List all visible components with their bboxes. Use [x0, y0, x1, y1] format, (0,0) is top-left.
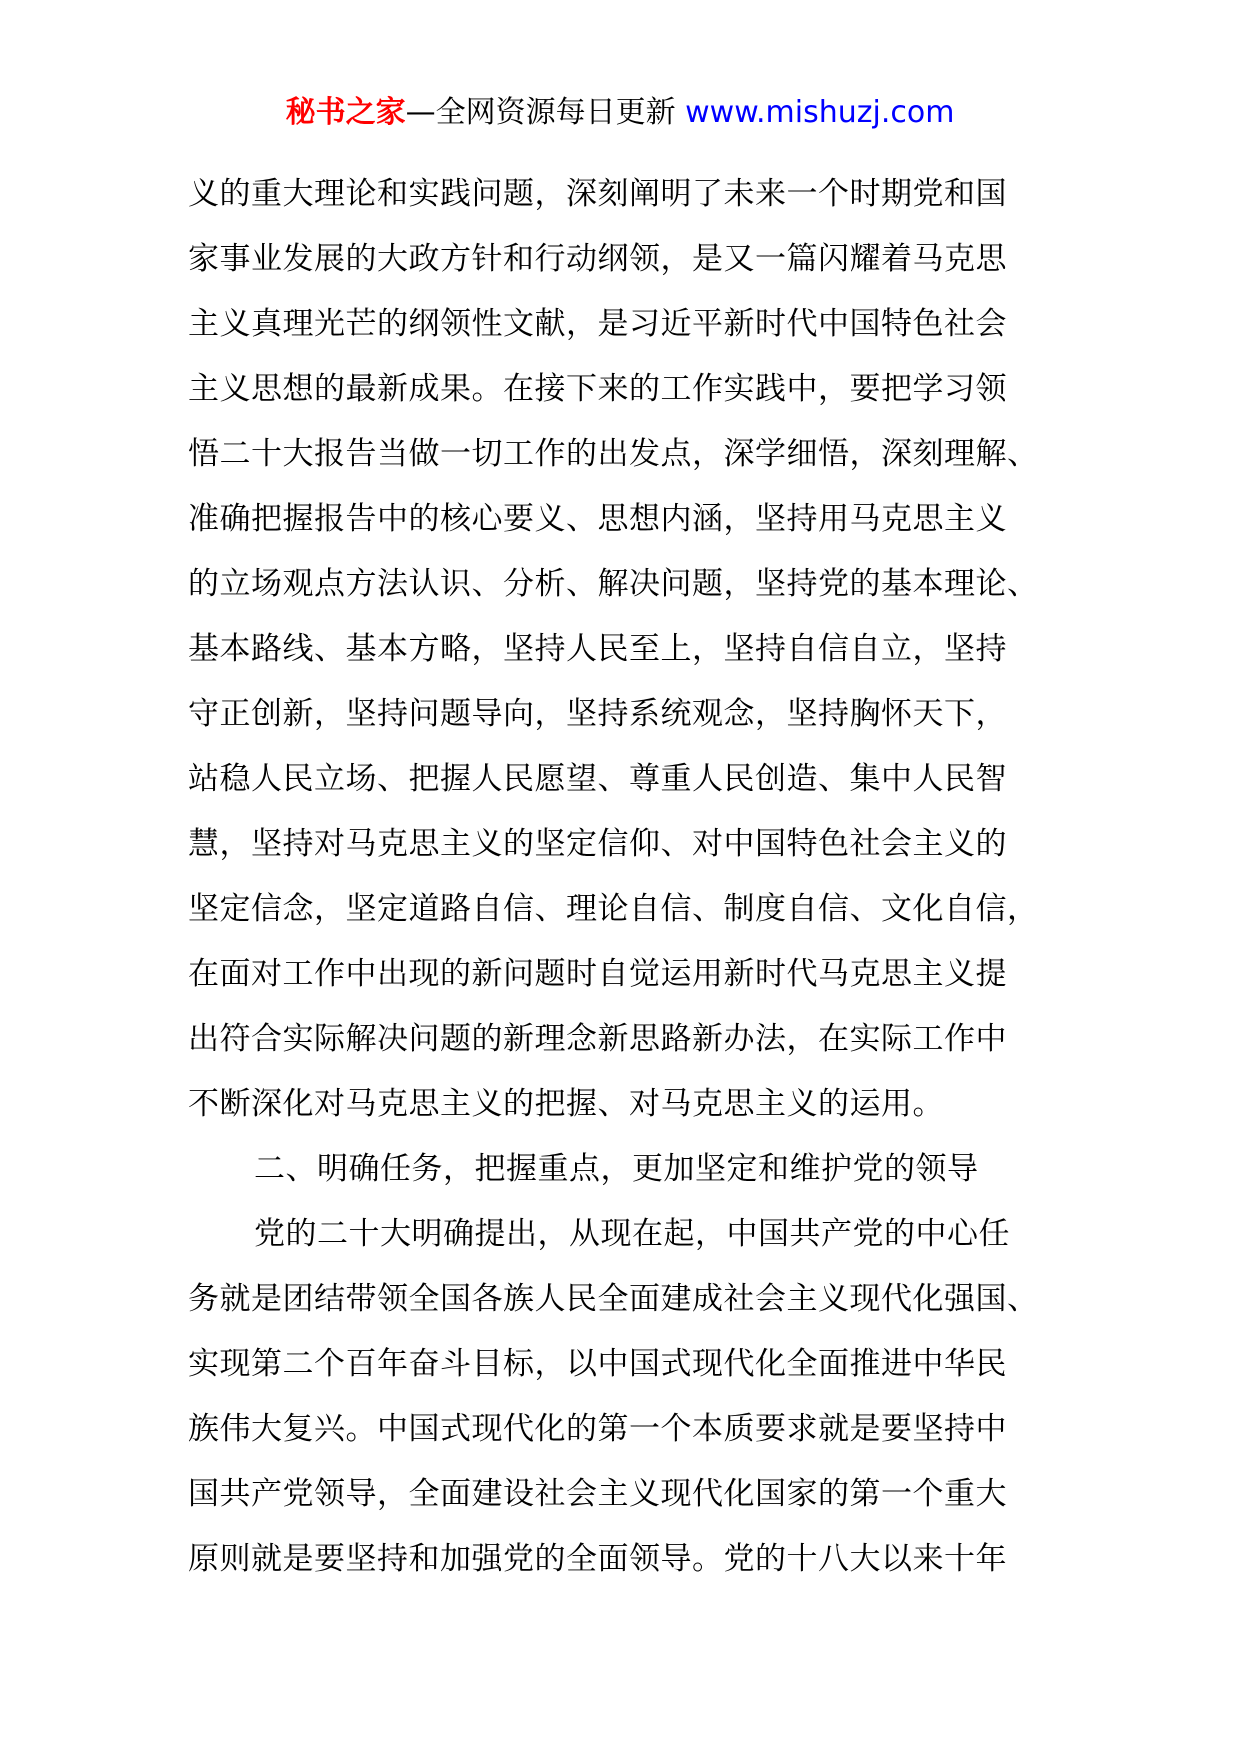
website-link[interactable]: www.mishuzj.com — [685, 95, 955, 130]
text-line: 族伟大复兴。中国式现代化的第一个本质要求就是要坚持中 — [188, 1411, 1007, 1447]
header-tagline: —全网资源每日更新 — [405, 95, 686, 130]
text-line: 主义真理光芒的纲领性文献，是习近平新时代中国特色社会 — [188, 306, 1007, 342]
text-line: 在面对工作中出现的新问题时自觉运用新时代马克思主义提 — [188, 956, 1007, 992]
text-line: 国共产党领导，全面建设社会主义现代化国家的第一个重大 — [188, 1476, 1007, 1512]
page-header — [0, 94, 1240, 132]
text-line: 出符合实际解决问题的新理念新思路新办法，在实际工作中 — [188, 1021, 1007, 1057]
text-line: 守正创新，坚持问题导向，坚持系统观念，坚持胸怀天下， — [188, 696, 1007, 732]
document-body — [188, 162, 1068, 1592]
section-heading: 二、明确任务，把握重点，更加坚定和维护党的领导 — [254, 1151, 979, 1187]
text-line: 义的重大理论和实践问题，深刻阐明了未来一个时期党和国 — [188, 176, 1007, 212]
text-line: 准确把握报告中的核心要义、思想内涵，坚持用马克思主义 — [188, 501, 1007, 537]
text-line: 主义思想的最新成果。在接下来的工作实践中，要把学习领 — [188, 371, 1007, 407]
text-line: 慧，坚持对马克思主义的坚定信仰、对中国特色社会主义的 — [188, 826, 1007, 862]
text-line: 务就是团结带领全国各族人民全面建成社会主义现代化强国、 — [188, 1281, 1039, 1317]
text-line: 党的二十大明确提出，从现在起，中国共产党的中心任 — [254, 1216, 1010, 1252]
text-line: 悟二十大报告当做一切工作的出发点，深学细悟，深刻理解、 — [188, 436, 1039, 472]
text-line: 的立场观点方法认识、分析、解决问题，坚持党的基本理论、 — [188, 566, 1039, 602]
text-line: 站稳人民立场、把握人民愿望、尊重人民创造、集中人民智 — [188, 761, 1007, 797]
text-line: 基本路线、基本方略，坚持人民至上，坚持自信自立，坚持 — [188, 631, 1007, 667]
text-line: 不断深化对马克思主义的把握、对马克思主义的运用。 — [188, 1086, 944, 1122]
text-line: 坚定信念，坚定道路自信、理论自信、制度自信、文化自信， — [188, 891, 1039, 927]
text-line: 家事业发展的大政方针和行动纲领，是又一篇闪耀着马克思 — [188, 241, 1007, 277]
text-line: 实现第二个百年奋斗目标，以中国式现代化全面推进中华民 — [188, 1346, 1007, 1382]
brand-name: 秘书之家 — [285, 95, 406, 130]
text-line: 原则就是要坚持和加强党的全面领导。党的十八大以来十年 — [188, 1541, 1007, 1577]
